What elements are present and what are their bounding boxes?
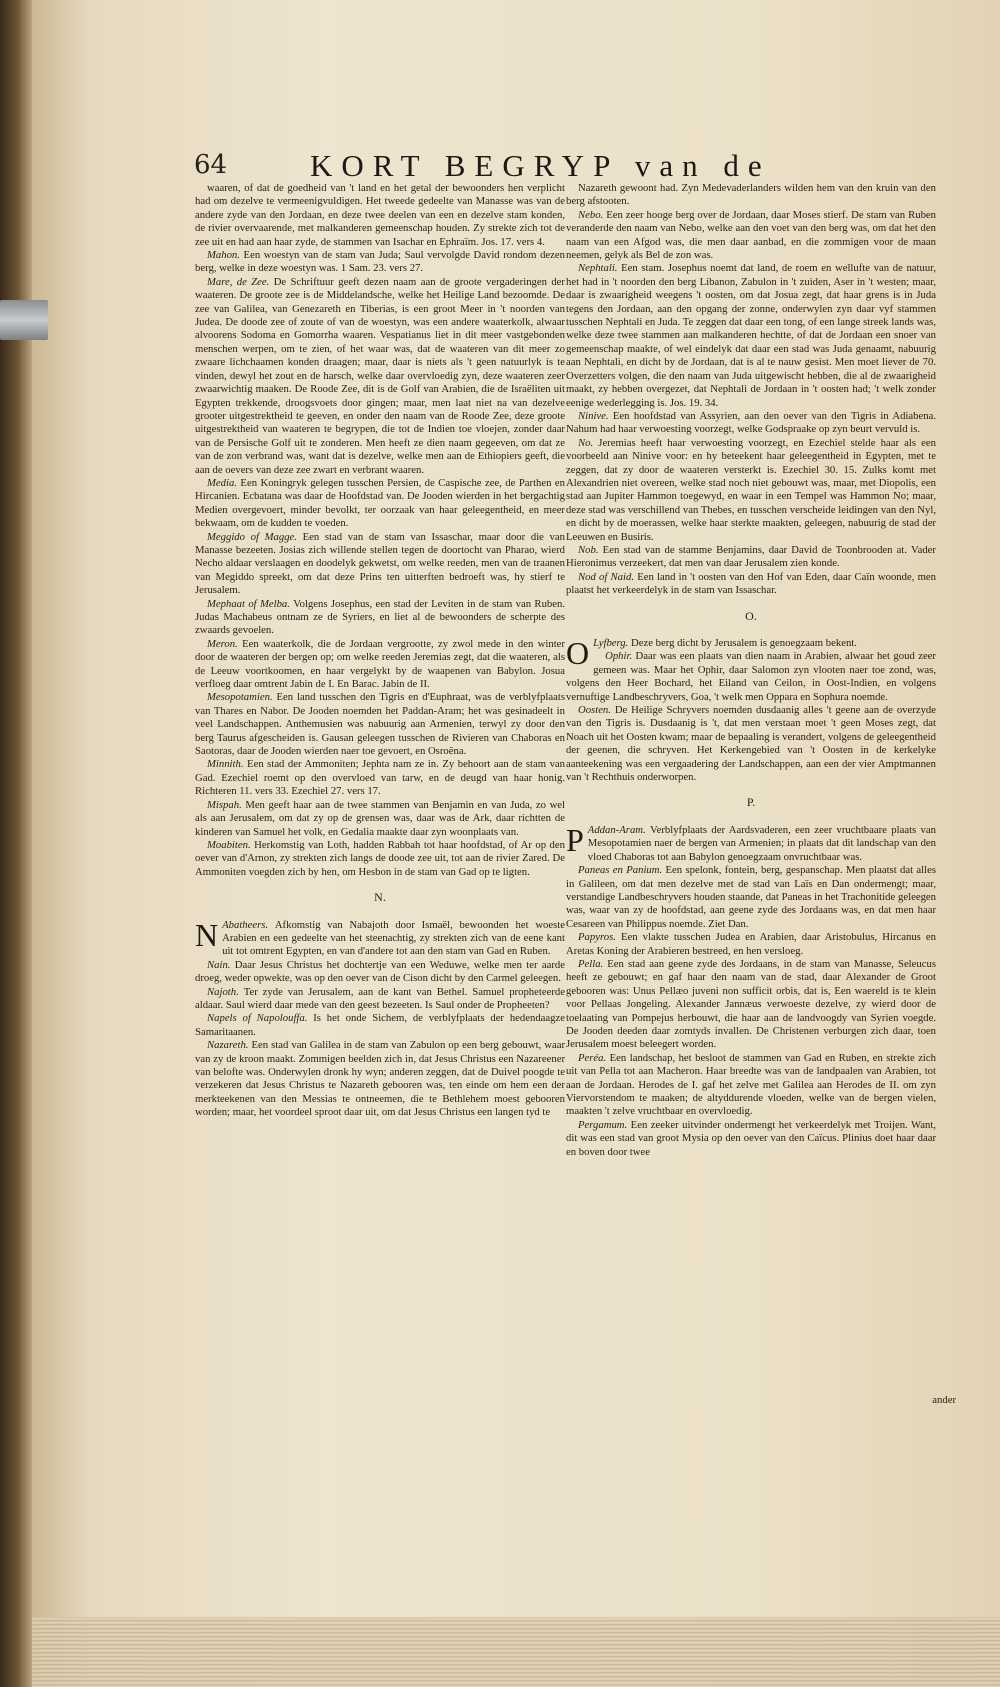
entry-text: Jeremias heeft haar verwoesting voorzegt, en Ezechiel stelde haar als een voorbeeld aan Ninive voor: en hy beteekent haar geleegentheid in Egypten, met te zeggen, dat zy door de waateren versterkt is. Ezechiel 30. 15. Zulks komt met Alexandrien niet overeen, welke stad noch niet gebouwt was, maar, met Diopolis, een stad aan Jupiter Hammon toegewyd, en waar in een Tempel was Hammon No; maar, deze stad was verschillend van Thebes, en tusschen verscheide leidingen van den Nyl, en dicht by de moerassen, welke haar sterkte maakten, geleegen, nabuurig de stad der Leeuwen en Busiris. — [566, 436, 936, 543]
entry-paragraph — [195, 959, 565, 986]
entry-paragraph — [566, 931, 936, 958]
entry-term: Nebo. — [578, 208, 607, 221]
entry-text: Een land in 't oosten van den Hof van Eden, daar Caïn woonde, men plaatst het verkeerdelyk in de stam van Issaschar. — [566, 570, 936, 597]
entry-text: Een stad van de stam van Issaschar, maar door die van Manasse bezeeten. Josias zich willende stellen tegen de doortocht van Pharao, wierd Necho aldaar verslaagen en doodelyk gekwetst, om welke reeden, men van de traanen van Megiddo spreekt, om dat deze Prins ten uitterften bedroeft was, hy stierf te Jerusalem. — [195, 530, 565, 597]
entry-term: Pella. — [578, 957, 608, 970]
entry-paragraph — [195, 1039, 565, 1119]
entry-paragraph — [566, 437, 936, 544]
entry-paragraph — [195, 691, 565, 758]
entry-text: Ter zyde van Jerusalem, aan de kant van Bethel. Samuel propheteerde aldaar. Saul wierd daar mede van den geest bezeeten. Is Saul onder de Propheeten? — [195, 985, 565, 1011]
entry-term: Najoth. — [207, 985, 244, 998]
entry-text: Een waaterkolk, die de Jordaan vergrootte, zy zwol mede in den winter door de waateren der bergen op; om welke reeden Jeremias zegt, dat die waateren, als de Leeuw voortkoomen, en haar vergelykt by de waapenen van Babylon. Josua verfloeg daar omtrent Jabin de I. En Barac. Jabin de II. — [195, 637, 565, 691]
drop-cap: P — [566, 821, 584, 858]
entry-text: Een stad aan geene zyde des Jordaans, in de stam van Manasse, Seleucus heeft ze gebouwt; en gaf haar den naam van de stad, daar Alexander de Groot gebooren was: Unus Pellæo juveni non sufficit orbis, dat is, Een waereld is te klein voor Pellaas Jongeling. Alexander Jannæus verwoeste dezelve, zy wierd door de toelaating van Pompejus herbouwt, die haar aan de landvoogdy van Syrien voegde. De Jooden deeden daar zomtyds invallen. De Christenen verburgen zich daar, toen Jerusalem moest beleegert worden. — [566, 957, 936, 1051]
entry-term: Paneas en Panium. — [578, 864, 666, 877]
entry-text: Een Koningryk gelegen tusschen Persien, de Caspische zee, de Parthen en Hircanien. Ecbatana was daar de Hoofdstad van. De Jooden wierden in het bergachtig Medien overgevoert, minder bevolkt, ter oorzaak van haar geleegentheid, en meer bekwaam, om de kudden te voeden. — [195, 476, 565, 530]
running-title: KORT BEGRYP van de — [310, 148, 771, 183]
entry-text: Een woestyn van de stam van Juda; Saul vervolgde David rondom dezen berg, welke in deze woestyn was. 1 Sam. 23. vers 27. — [195, 249, 566, 275]
entry-term: Papyros. — [578, 931, 621, 944]
entry-term: Nob. — [578, 543, 603, 556]
entry-paragraph — [566, 544, 936, 571]
entry-paragraph — [195, 182, 565, 249]
entry-term: Mare, de Zee. — [207, 275, 274, 288]
entry-paragraph — [195, 986, 565, 1013]
entry-paragraph — [195, 1012, 565, 1039]
entry-paragraph — [566, 410, 936, 437]
entry-paragraph — [566, 182, 936, 209]
section-heading: P. — [746, 795, 756, 810]
entry-text: Volgens Josephus, een stad der Leviten in de stam van Ruben. Judas Machabeus ontnam ze de Syriers, en liet al de bewoonders de scherpte des zwaards gevoelen. — [195, 597, 566, 637]
entry-paragraph — [195, 477, 565, 531]
entry-term: Napels of Napolouffa. — [207, 1012, 314, 1025]
entry-paragraph — [566, 650, 936, 704]
entry-term: Mahon. — [207, 249, 244, 262]
drop-cap: O — [566, 635, 590, 671]
entry-paragraph — [566, 821, 936, 864]
entry-term: Oosten. — [578, 704, 615, 717]
entry-text: Daar Jesus Christus het dochtertje van een Weduwe, welke men ter aarde droeg, weder opwekte, was op den oever van de Cison dicht by den Carmel geleegen. — [195, 958, 565, 985]
entry-text: Een stam. Josephus noemt dat land, de roem en wellufte van de natuur, het had in 't noorden den berg Libanon, Zabulon in 't zuiden, Aser in 't westen; maar, daar is zwaarigheid weegens 't oosten, om dat Josua zegt, dat haar grens is in Juda tegens den Jordaan, aan den opgang der zonne, onderwylen zyn daar vyf stammen tusschen Nephtali en Juda. Te zeggen dat daar een tong, of een lange streek lands was, welke deze twee stammen aan malkanderen hechtte, of dat de Jordaan een snoer van gemeenschap maakte, of wel eindelyk dat daar een stad was Juda genaamt, nabuurig aan Nephtali, en dicht by de Jordaan, dat is al te nauw gesist. Men moet liever de 70. Overzetters volgen, die den naam van Juda uitgewischt hebben, die al de zwaarigheid maakt, zy hebben overgezet, dat Nephtali de Jordaan in 't oosten had; 't welk zonder eenige wederlegging is. Jos. 19. 34. — [566, 262, 936, 409]
entry-term: No. — [578, 436, 599, 449]
entry-text: Een hoofdstad van Assyrien, aan den oever van den Tigris in Adiabena. Nahum had haar verwoesting voorzegt, welke Godspraake op zyn beurt vervuld is. — [566, 409, 936, 436]
entry-text: Men geeft haar aan de twee stammen van Benjamin en van Juda, zo wel als aan Jerusalem, om dat zy op de grensen was, daar was de Ark, daar richtten de kinderen van Samuel het volk, en Gedalia maakte daar zyn woonplaats van. — [195, 798, 566, 838]
entry-term: Minnith. — [207, 758, 248, 771]
entry-term: Moabiten. — [207, 838, 255, 851]
entry-paragraph — [566, 262, 936, 409]
entry-paragraph — [195, 638, 565, 692]
entry-term: Meggido of Magge. — [207, 530, 303, 543]
entry-paragraph — [566, 571, 936, 598]
catchword: ander — [932, 1394, 956, 1406]
metal-clip — [0, 300, 48, 340]
entry-text: waaren, of dat de goedheid van 't land en het getal der bewoonders hen verplicht had om dezelve te vermeenigvuldigen. Het tweede gedeelte van Manasse was van de andere zyde van den Jordaan, en deze twee deelen van een en dezelve stam konden, de rivier overvaarende, met malkanderen gemeenschap houden. Zy strekte zich tot de zee uit en had aan haar zyde, de stammen van Isachar en Ephraïm. Jos. 17. vers 4. — [195, 182, 565, 248]
entry-term: Meron. — [207, 637, 243, 650]
entry-paragraph — [566, 209, 936, 263]
entry-text: Een zeer hooge berg over de Jordaan, daar Moses stierf. De stam van Ruben veranderde den naam van Nebo, welke aan den voet van den berg was, om dat het den naam van een Afgod was, die men daar aanbad, en die zommigen voor de maan neemen, gelyk als Bel de zon was. — [566, 208, 937, 262]
section-heading: N. — [374, 890, 386, 905]
entry-text: Deze berg dicht by Jerusalem is genoegzaam bekent. — [631, 637, 857, 649]
entry-term: Mispah. — [207, 798, 246, 811]
entry-paragraph — [195, 839, 565, 879]
page-number: 64 — [194, 150, 228, 180]
entry-paragraph — [195, 598, 565, 638]
entry-paragraph — [566, 864, 936, 931]
entry-term: Nazareth. — [207, 1039, 252, 1052]
entry-text: Een zeeker uitvinder ondermengt het verkeerdelyk met Troijen. Want, dit was een stad van groot Mysia op den oever van den Caïcus. Plinius doet haar daar en boven door twee — [566, 1118, 936, 1158]
entry-term: Lyfberg. — [593, 637, 631, 649]
entry-paragraph — [566, 1119, 936, 1159]
entry-paragraph — [195, 249, 565, 276]
entry-text: Een land tusschen den Tigris en d'Euphraat, was de verblyfplaats van Thares en Nabor. De Jooden noemden het Paddan-Aram; het was gesinadeelt in veel Landschappen. Anthemusien was nabuurig aan Armenien, terwyl zy door den berg Taurus afgescheiden is. Gausan geleegen tusschen de Rivieren van Chaboras en Saotoras, daar de Jooden wierden naer toe gevoert, en Osroëna. — [195, 691, 565, 758]
entry-term: Pergamum. — [578, 1118, 631, 1131]
entry-paragraph — [195, 758, 565, 798]
entry-text: De Heilige Schryvers noemden dusdaanig alles 't geene aan de overzyde van den Tigris is. Dusdaanig is 't, dat men verstaan moet 't geen Moses zegt, dat Noach uit het Oosten kwam; maar de bepaaling is verandert, volgens de geleegentheid der geenen, die schryven. Het Kerkengebied van 't Oosten in de kerkelyke aanteekening was een vergaadering der Landschappen, aan een der vier Amptmannen van 't Rechthuis onderworpen. — [566, 704, 936, 784]
section-heading: O. — [745, 608, 757, 623]
left-column — [195, 182, 565, 1120]
entry-term: Nephtali. — [578, 262, 622, 275]
entry-paragraph — [195, 276, 565, 477]
entry-paragraph — [195, 799, 565, 839]
entry-text: Verblyfplaats der Aardsvaderen, een zeer vruchtbaare plaats van Mesopotamien naer de bergen van Armenien; in plaats dat dit landschap van den vloed Chaboras tot aan Babylon genoegzaam onvruchtbaar was. — [587, 823, 936, 863]
entry-term: Media. — [207, 476, 241, 489]
page-edges — [32, 1617, 1000, 1687]
entry-text: Een stad van Galilea in de stam van Zabulon op een berg gebouwt, waar van zy de kroon maakt. Zommigen beelden zich in, dat Jesus Christus een Nazareener van belofte was. Onderwylen dronk hy wyn; anderen zeggen, dat de Duivel poogde te verzekeren dat Jesus Christus te Nazareth gebooren was, ten einde om hem een der merkteekenen van den Messias te ontneemen, die te Bethlehem moest gebooren worden; maar, het voordeel sproot daar uit, om dat Jesus Christus een langen tyd te — [195, 1039, 565, 1119]
entry-term: Addan-Aram. — [587, 823, 651, 836]
entry-paragraph — [566, 958, 936, 1052]
entry-term: Ninive. — [578, 409, 613, 422]
entry-term: Mephaat of Melba. — [207, 597, 294, 610]
entry-text: Een landschap, het besloot de stammen van Gad en Ruben, en strekte zich uit van Pella tot aan Macheron. Haar breedte was van de landpaalen van Arabien, tot aan de Jordaan. Herodes de I. gaf het zelve met Galilea aan Herodes de II. om zyn Viervorstendom te maaken; de altyddurende vloeden, welke van de bergen vielen, maakten 't zelve vruchtbaar en overvloedig. — [566, 1051, 936, 1118]
entry-paragraph — [195, 916, 565, 959]
entry-text: Een stad van de stamme Benjamins, daar David de Toonbrooden at. Vader Hieronimus verzeekert, dat men van daar Jerusalem zien konde. — [566, 543, 936, 570]
entry-text: De Schriftuur geeft dezen naam aan de groote vergaderingen der waateren. De groote zee is de Middelandsche, welke het Heilige Land bezoomde. De zee van Galilea, van Genezareth en Tiberias, is een groot Meer in 't noorden van Judea. De doode zee of zoute of van de woestyn, was een andere waaterkolk, alwaar alvoorens Sodoma en Gomorrha waaren. Vespatianus liet in dit meer vastgebonden menschen werpen, om te zien, of het waar was, dat de waateren van dit meer zo zwaare lichchaamen konden draagen; maar, daar is niets als 't geen natuurlyk is te vinden, dewyl het zout en de harsch, welke daar overvloedig zyn, deze waateren zeer zwaarwichtig maaken. De Roode Zee, dit is de Golf van Arabien, die de Israëliten uit Egypten trekkende, droogsvoets door gingen; maar, men laat niet na van dezelve grooter uitgestrektheid te geeven, en onder den naam van de Roode Zee, deze groote uitgestrektheid van waateren te begrypen, die tot de Indien toe vloejen, zonder daar van de Persische Golf uit te zonderen. Men heeft ze dien naam gegeeven, om dat ze van de zon verbrand was, want dat is dezelve, welke men aan de Ethiopiers geeft, die aan de oevers van deze zee zwart en verbrant waaren. — [195, 275, 565, 476]
entry-paragraph — [566, 1052, 936, 1119]
entry-term: Abatheers. — [222, 918, 275, 931]
entry-term: Nain. — [207, 958, 235, 971]
entry-text: Afkomstig van Nabajoth door Ismaël, bewoonden het woeste Arabien en een gedeelte van het steenachtig, zy strekten zich van de eene kant uit tot omtrent Egypten, en van d'andere tot aan den stam van Gad en Ruben. — [222, 918, 565, 958]
entry-text: Nazareth gewoont had. Zyn Medevaderlanders wilden hem van den kruin van den berg afstooten. — [566, 182, 936, 208]
entry-paragraph — [566, 704, 936, 784]
drop-cap: N — [195, 916, 219, 953]
right-column — [566, 182, 936, 1159]
entry-text: Een stad der Ammoniten; Jephta nam ze in. Zy behoort aan de stam van Gad. Ezechiel roemt op den overvloed van tarw, en de deugd van haar honig. Richteren 11. vers 33. Ezechiel 27. vers 17. — [195, 758, 565, 798]
entry-text: Een spelonk, fontein, berg, gespanschap. Men plaatst dat alles in Galileen, om dat men dezelve met de stad van Laïs en Dan ondermengt; maar, verstandige Landbeschryvers houden staande, dat Paneas in het Trachonitide geleegen was, waar van zy de hoofdstad, aan geene zyde des Jordaans was, en dat men haar Cesareen van Philippus noemde. Ziet Dan. — [566, 864, 937, 930]
entry-text: Is het onde Sichem, de verblyfplaats der hedendaagze Samaritaanen. — [195, 1012, 565, 1038]
entry-term: Nod of Naid. — [578, 570, 638, 583]
entry-paragraph — [195, 531, 565, 598]
entry-term: Peréa. — [578, 1051, 610, 1064]
entry-term: Mesopotamien. — [207, 691, 277, 704]
entry-term: Ophir. — [605, 650, 636, 663]
entry-text: Herkomstig van Loth, hadden Rabbah tot haar hoofdstad, of Ar op den oever van d'Arnon, zy strekten zich langs de doode zee uit, tot aan de rivier Zared. De Ammoniten voegden zich by hen, om Hesbon in de stam van Gad op te ligten. — [195, 838, 565, 878]
entry-text: Daar was een plaats van dien naam in Arabien, alwaar het goud zeer gemeen was. Maar het Ophir, daar Salomon zyn vlooten naer toe zond, was, volgens den Heer Bochard, het Eiland van Ceilon, in Oost-Indien, en volgens vernuftige Landbeschryvers, Goa, 't welk men Oppara en Sophura noemde. — [566, 650, 936, 703]
entry-text: Een vlakte tusschen Judea en Arabien, daar Aristobulus, Hircanus en Aretas Koning der Arabieren bestreed, en hen versloeg. — [566, 931, 936, 957]
